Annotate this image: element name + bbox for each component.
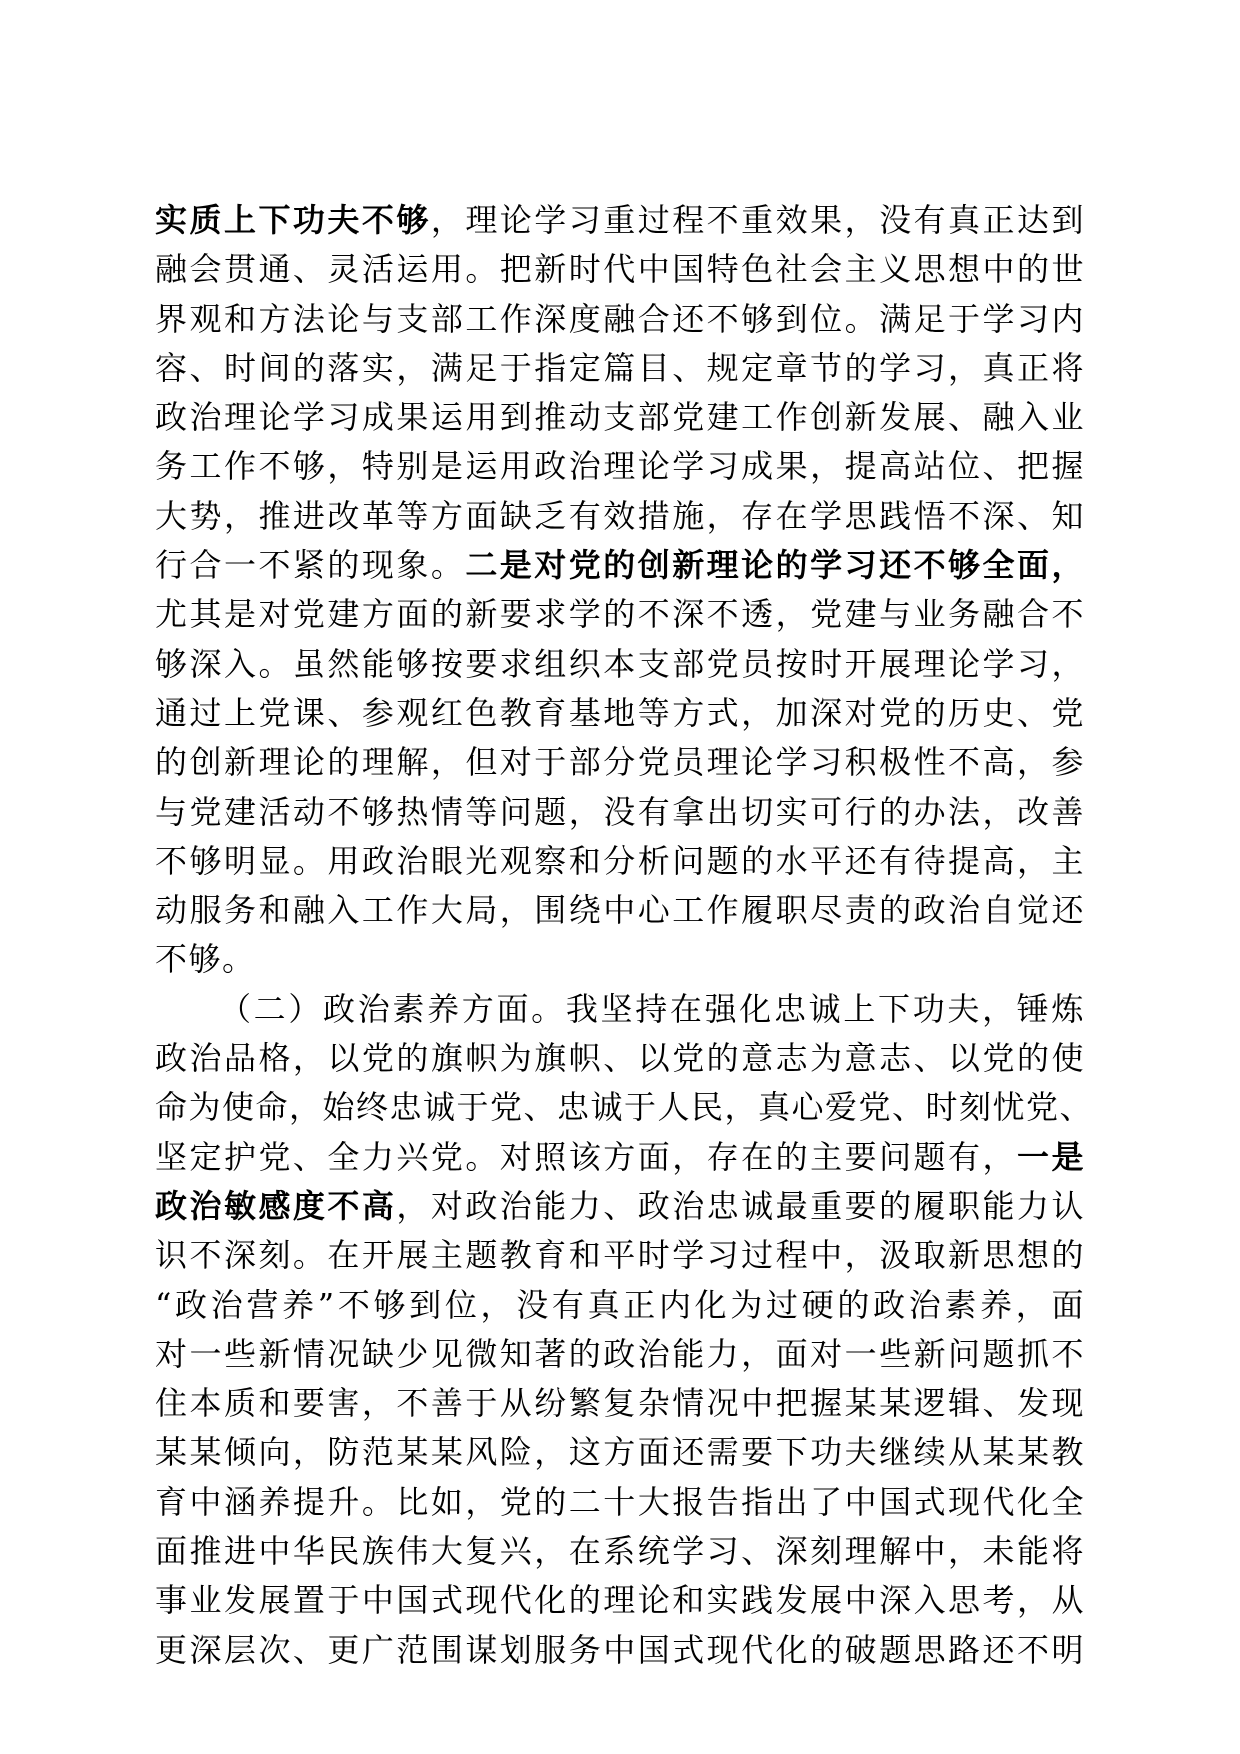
text-line-6	[155, 442, 1085, 491]
line-text: ，对政治能力、政治忠诚最重要的履职能力认	[396, 1186, 1085, 1225]
body-text	[155, 196, 1094, 1675]
line-text: 更深层次、更广范围谋划服务中国式现代化的破题思路还不明	[155, 1630, 1085, 1669]
bold-phrase: 政治敏感度不高	[155, 1186, 397, 1225]
text-line-22	[155, 1231, 1085, 1280]
text-line-20	[155, 1133, 1085, 1182]
line-text: （二）政治素养方面。我坚持在强化忠诚上下功夫，锤炼	[219, 989, 1085, 1028]
text-line-1	[155, 196, 1085, 245]
line-text: 够深入。虽然能够按要求组织本支部党员按时开展理论学习，	[155, 644, 1085, 683]
text-line-10	[155, 640, 1085, 689]
text-line-24	[155, 1330, 1085, 1379]
line-text: 事业发展置于中国式现代化的理论和实践发展中深入思考，从	[155, 1581, 1085, 1620]
line-text: 容、时间的落实，满足于指定篇目、规定章节的学习，真正将	[155, 348, 1085, 387]
text-line-30	[155, 1626, 1085, 1675]
text-line-27	[155, 1478, 1085, 1527]
line-text: 坚定护党、全力兴党。对照该方面，存在的主要问题有，	[155, 1137, 1017, 1176]
text-line-2	[155, 245, 1085, 294]
line-text: ，理论学习重过程不重效果，没有真正达到	[430, 201, 1085, 239]
line-text: 某某倾向，防范某某风险，这方面还需要下功夫继续从某某教	[155, 1433, 1085, 1472]
text-line-29	[155, 1576, 1085, 1625]
text-line-17	[155, 985, 1085, 1034]
line-text: “政治营养”不够到位，没有真正内化为过硬的政治素养，面	[155, 1285, 1085, 1324]
line-text: 对一些新情况缺少见微知著的政治能力，面对一些新问题抓不	[155, 1334, 1085, 1373]
text-line-9	[155, 590, 1085, 639]
text-line-13	[155, 788, 1085, 837]
line-text: 大势，推进改革等方面缺乏有效措施，存在学思践悟不深、知	[155, 496, 1085, 535]
text-line-4	[155, 344, 1085, 393]
line-text: 行合一不紧的现象。	[155, 546, 466, 585]
line-text: 务工作不够，特别是运用政治理论学习成果，提高站位、把握	[155, 447, 1085, 486]
text-line-11	[155, 689, 1085, 738]
line-text: 通过上党课、参观红色教育基地等方式，加深对党的历史、党	[155, 693, 1085, 732]
text-line-7	[155, 492, 1085, 541]
line-text: 住本质和要害，不善于从纷繁复杂情况中把握某某逻辑、发现	[155, 1384, 1085, 1423]
text-line-23	[155, 1281, 1085, 1330]
text-line-19	[155, 1083, 1094, 1132]
line-text: 政治品格，以党的旗帜为旗帜、以党的意志为意志、以党的使	[155, 1039, 1085, 1078]
line-text: 不够。	[155, 940, 256, 979]
line-text: 动服务和融入工作大局，围绕中心工作履职尽责的政治自觉还	[155, 891, 1085, 930]
bold-phrase: 一是	[1017, 1137, 1085, 1176]
text-line-28	[155, 1527, 1085, 1576]
text-line-8	[155, 541, 1085, 590]
text-line-16	[155, 935, 1085, 984]
line-text: 与党建活动不够热情等问题，没有拿出切实可行的办法，改善	[155, 792, 1085, 831]
line-text: 界观和方法论与支部工作深度融合还不够到位。满足于学习内	[155, 299, 1085, 338]
line-text: 识不深刻。在开展主题教育和平时学习过程中，汲取新思想的	[155, 1236, 1085, 1275]
text-line-26	[155, 1428, 1085, 1477]
text-line-14	[155, 837, 1085, 886]
bold-phrase: 实质上下功夫不够	[155, 201, 431, 239]
text-line-18	[155, 1034, 1085, 1083]
line-text: 育中涵养提升。比如，党的二十大报告指出了中国式现代化全	[155, 1482, 1085, 1521]
line-text: 融会贯通、灵活运用。把新时代中国特色社会主义思想中的世	[155, 250, 1085, 289]
line-text: 不够明显。用政治眼光观察和分析问题的水平还有待提高，主	[155, 841, 1085, 880]
text-line-12	[155, 738, 1085, 787]
text-line-3	[155, 295, 1085, 344]
line-text: 政治理论学习成果运用到推动支部党建工作创新发展、融入业	[155, 398, 1085, 437]
bold-phrase: 二是对党的创新理论的学习还不够全面，	[465, 546, 1085, 585]
line-text: 尤其是对党建方面的新要求学的不深不透，党建与业务融合不	[155, 595, 1085, 634]
text-line-15	[155, 886, 1085, 935]
text-line-5	[155, 393, 1085, 442]
line-text: 面推进中华民族伟大复兴，在系统学习、深刻理解中，未能将	[155, 1532, 1085, 1571]
text-line-25	[155, 1379, 1085, 1428]
line-text: 命为使命，始终忠诚于党、忠诚于人民，真心爱党、时刻忧党、	[155, 1088, 1094, 1127]
text-line-21	[155, 1182, 1085, 1231]
line-text: 的创新理论的理解，但对于部分党员理论学习积极性不高，参	[155, 743, 1085, 782]
